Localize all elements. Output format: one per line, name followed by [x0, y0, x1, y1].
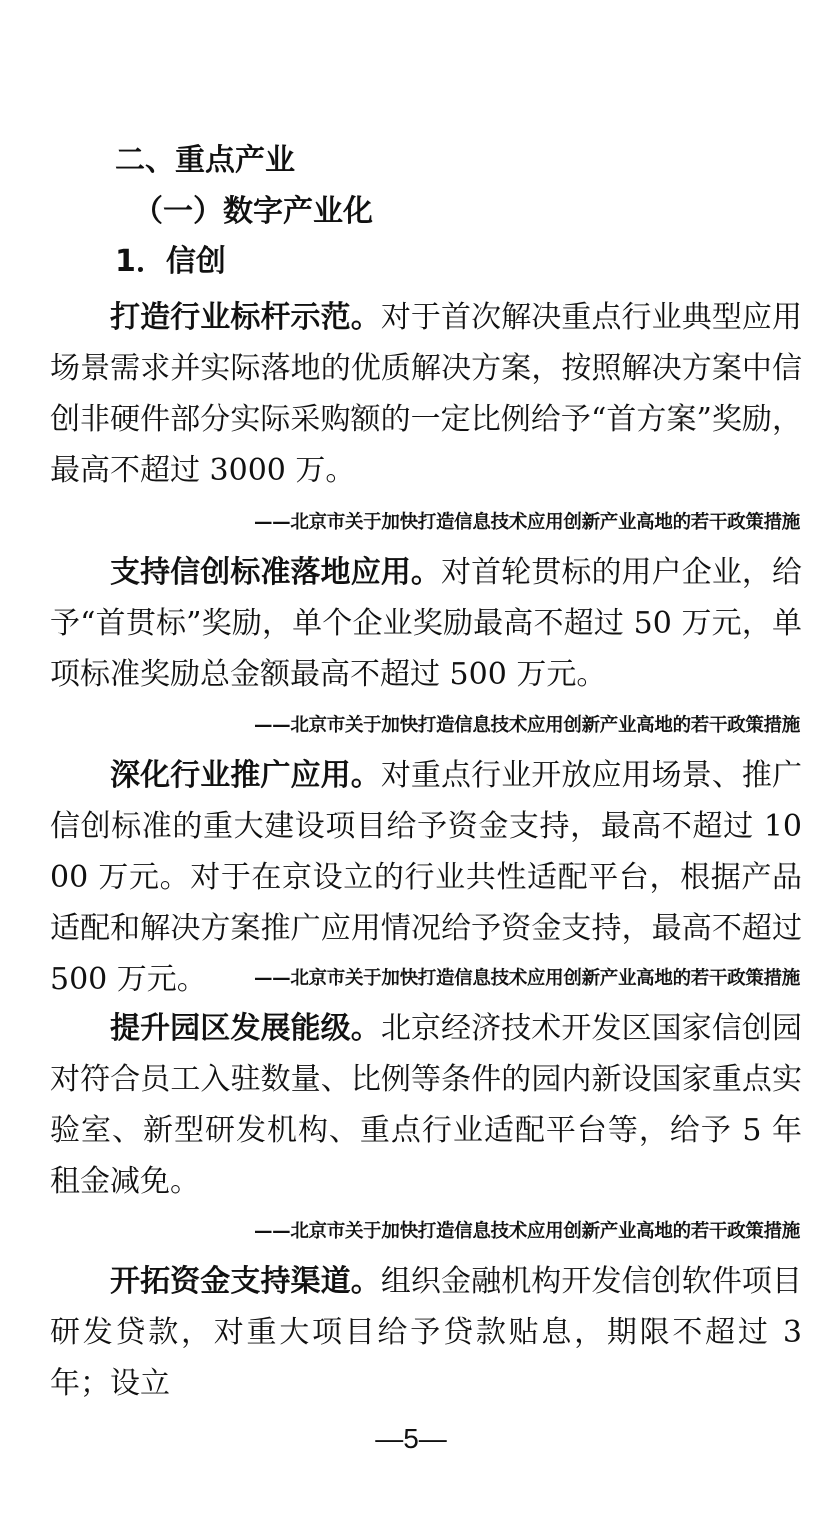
subsection-heading: （一）数字产业化	[133, 194, 373, 229]
paragraph-lead: 提升园区发展能级。	[110, 1011, 381, 1046]
paragraph-body: 组织金融机构开发信创软件项目研发贷款，对重大项目给予贷款贴息，期限不超过 3 年；设立	[50, 1264, 803, 1401]
policy-paragraph	[50, 292, 802, 496]
paragraph-body: 对重点行业开放应用场景、推广信创标准的重大建设项目给予资金支持，最高不超过 1000 万元。对于在京设立的行业共性适配平台，根据产品适配和解决方案推广应用情况给予资金支持，最高不超过 500 万元。	[50, 758, 803, 997]
policy-paragraph	[50, 1003, 802, 1207]
paragraph-lead: 打造行业标杆示范。	[110, 300, 381, 335]
paragraph-body: 北京经济技术开发区国家信创园对符合员工入驻数量、比例等条件的园内新设国家重点实验室、新型研发机构、重点行业适配平台等，给予 5 年租金减免。	[50, 1011, 803, 1199]
paragraph-body: 对首轮贯标的用户企业，给予“首贯标”奖励，单个企业奖励最高不超过 50 万元，单项标准奖励总金额最高不超过 500 万元。	[50, 555, 802, 692]
policy-paragraph	[50, 547, 802, 700]
policy-paragraph	[50, 1256, 802, 1409]
page-number: —5—	[375, 1423, 447, 1454]
source-citation: ——北京市关于加快打造信息技术应用创新产业高地的若干政策措施	[253, 715, 800, 736]
paragraph-lead: 深化行业推广应用。	[110, 758, 381, 793]
item-heading: 1．信创	[115, 244, 226, 279]
source-citation: ——北京市关于加快打造信息技术应用创新产业高地的若干政策措施	[253, 1221, 800, 1242]
source-citation: ——北京市关于加快打造信息技术应用创新产业高地的若干政策措施	[253, 968, 800, 989]
paragraph-lead: 支持信创标准落地应用。	[110, 555, 441, 590]
paragraph-lead: 开拓资金支持渠道。	[110, 1264, 381, 1299]
section-heading: 二、重点产业	[115, 143, 295, 178]
paragraph-body: 对于首次解决重点行业典型应用场景需求并实际落地的优质解决方案，按照解决方案中信创非硬件部分实际采购额的一定比例给予“首方案”奖励，最高不超过 3000 万。	[50, 300, 803, 488]
source-citation: ——北京市关于加快打造信息技术应用创新产业高地的若干政策措施	[253, 512, 800, 533]
